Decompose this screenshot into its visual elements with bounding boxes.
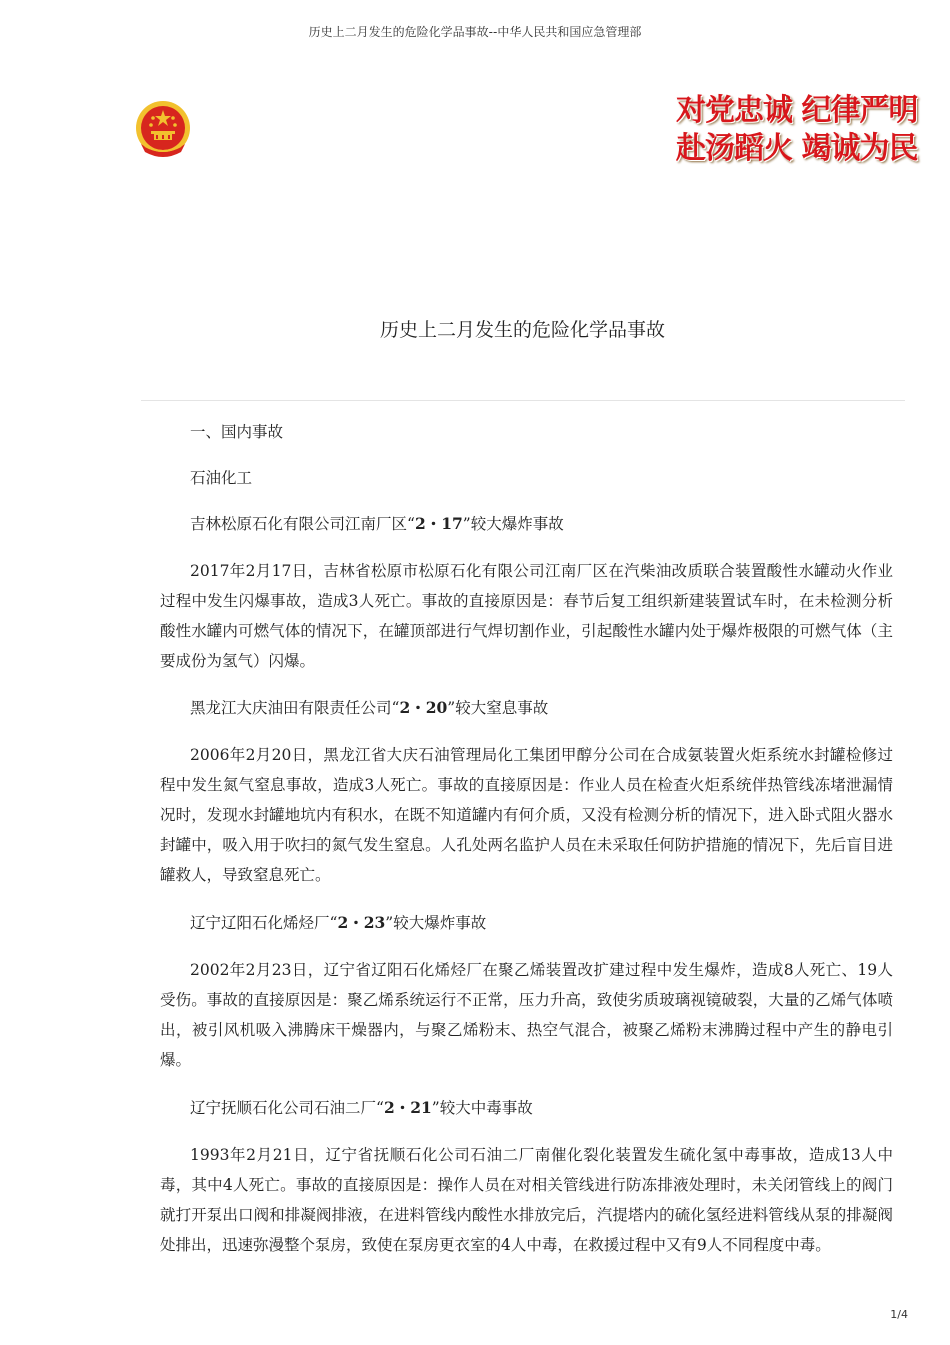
accident-heading-post: ”较大爆炸事故: [462, 515, 564, 533]
slogan-line-2: 赴汤蹈火 竭诚为民: [676, 131, 918, 166]
title-divider: [141, 400, 905, 401]
accident-heading-date: 2・20: [399, 698, 448, 717]
accident-body: [160, 740, 893, 890]
accident-heading: [160, 509, 893, 539]
accident-heading: [160, 693, 893, 723]
accident-heading: [160, 908, 893, 938]
accident-body: [160, 1140, 893, 1260]
national-emblem-icon[interactable]: [131, 98, 195, 162]
section-heading-text: 一、国内事故: [190, 423, 284, 441]
accident-heading-date: 2・21: [383, 1098, 432, 1117]
category-heading: [160, 463, 893, 493]
accident-heading-pre: 黑龙江大庆油田有限责任公司“: [190, 699, 400, 717]
accident-heading: [160, 1093, 893, 1123]
accident-heading-pre: 吉林松原石化有限公司江南厂区“: [190, 515, 415, 533]
accident-heading-post: ”较大中毒事故: [431, 1099, 533, 1117]
accident-body: [160, 955, 893, 1075]
accident-body-text: 2017年2月17日，吉林省松原市松原石化有限公司江南厂区在汽柴油改质联合装置酸性水罐动火作业过程中发生闪爆事故，造成3人死亡。事故的直接原因是：春节后复工组织新建装置试车时，在未检测分析酸性水罐内可燃气体的情况下，在罐顶部进行气焊切割作业，引起酸性水罐内处于爆炸极限的可燃气体（主要成份为氢气）闪爆。: [160, 562, 893, 670]
accident-heading-post: ”较大爆炸事故: [385, 914, 487, 932]
article-title: 历史上二月发生的危险化学品事故: [379, 319, 665, 341]
section-heading: [160, 417, 893, 447]
category-heading-text: 石油化工: [190, 469, 253, 487]
accident-body-text: 2006年2月20日，黑龙江省大庆石油管理局化工集团甲醇分公司在合成氨装置火炬系统水封罐检修过程中发生氮气窒息事故，造成3人死亡。事故的直接原因是：作业人员在检查火炬系统伴热管线冻堵泄漏情况时，发现水封罐地坑内有积水，在既不知道罐内有何介质，又没有检测分析的情况下，进入卧式阻火器水封罐中，吸入用于吹扫的氮气发生窒息。人孔处两名监护人员在未采取任何防护措施的情况下，先后盲目进罐救人，导致窒息死亡。: [160, 746, 893, 884]
accident-heading-pre: 辽宁抚顺石化公司石油二厂“: [190, 1099, 384, 1117]
accident-heading-date: 2・17: [414, 514, 463, 533]
print-header-title: 历史上二月发生的危险化学品事故--中华人民共和国应急管理部: [308, 25, 642, 39]
accident-body-text: 1993年2月21日，辽宁省抚顺石化公司石油二厂南催化裂化装置发生硫化氢中毒事故，造成13人中毒，其中4人死亡。事故的直接原因是：操作人员在对相关管线进行防冻排液处理时，未关闭管线上的阀门就打开泵出口阀和排凝阀排液，在进料管线内酸性水排放完后，汽提塔内的硫化氢经进料管线从泵的排凝阀处排出，迅速弥漫整个泵房，致使在泵房更衣室的4人中毒，在救援过程中又有9人不同程度中毒。: [160, 1146, 893, 1254]
slogan-banner: [676, 92, 918, 168]
accident-heading-date: 2・23: [337, 913, 386, 932]
accident-body: [160, 556, 893, 676]
page-number: 1/4: [890, 1308, 908, 1321]
accident-heading-post: ”较大窒息事故: [447, 699, 549, 717]
accident-body-text: 2002年2月23日，辽宁省辽阳石化烯烃厂在聚乙烯装置改扩建过程中发生爆炸，造成8人死亡、19人受伤。事故的直接原因是：聚乙烯系统运行不正常，压力升高，致使劣质玻璃视镜破裂，大量的乙烯气体喷出，被引风机吸入沸腾床干燥器内，与聚乙烯粉末、热空气混合，被聚乙烯粉末沸腾过程中产生的静电引爆。: [160, 961, 893, 1069]
accident-heading-pre: 辽宁辽阳石化烯烃厂“: [190, 914, 338, 932]
slogan-line-1: 对党忠诚 纪律严明: [676, 93, 918, 128]
